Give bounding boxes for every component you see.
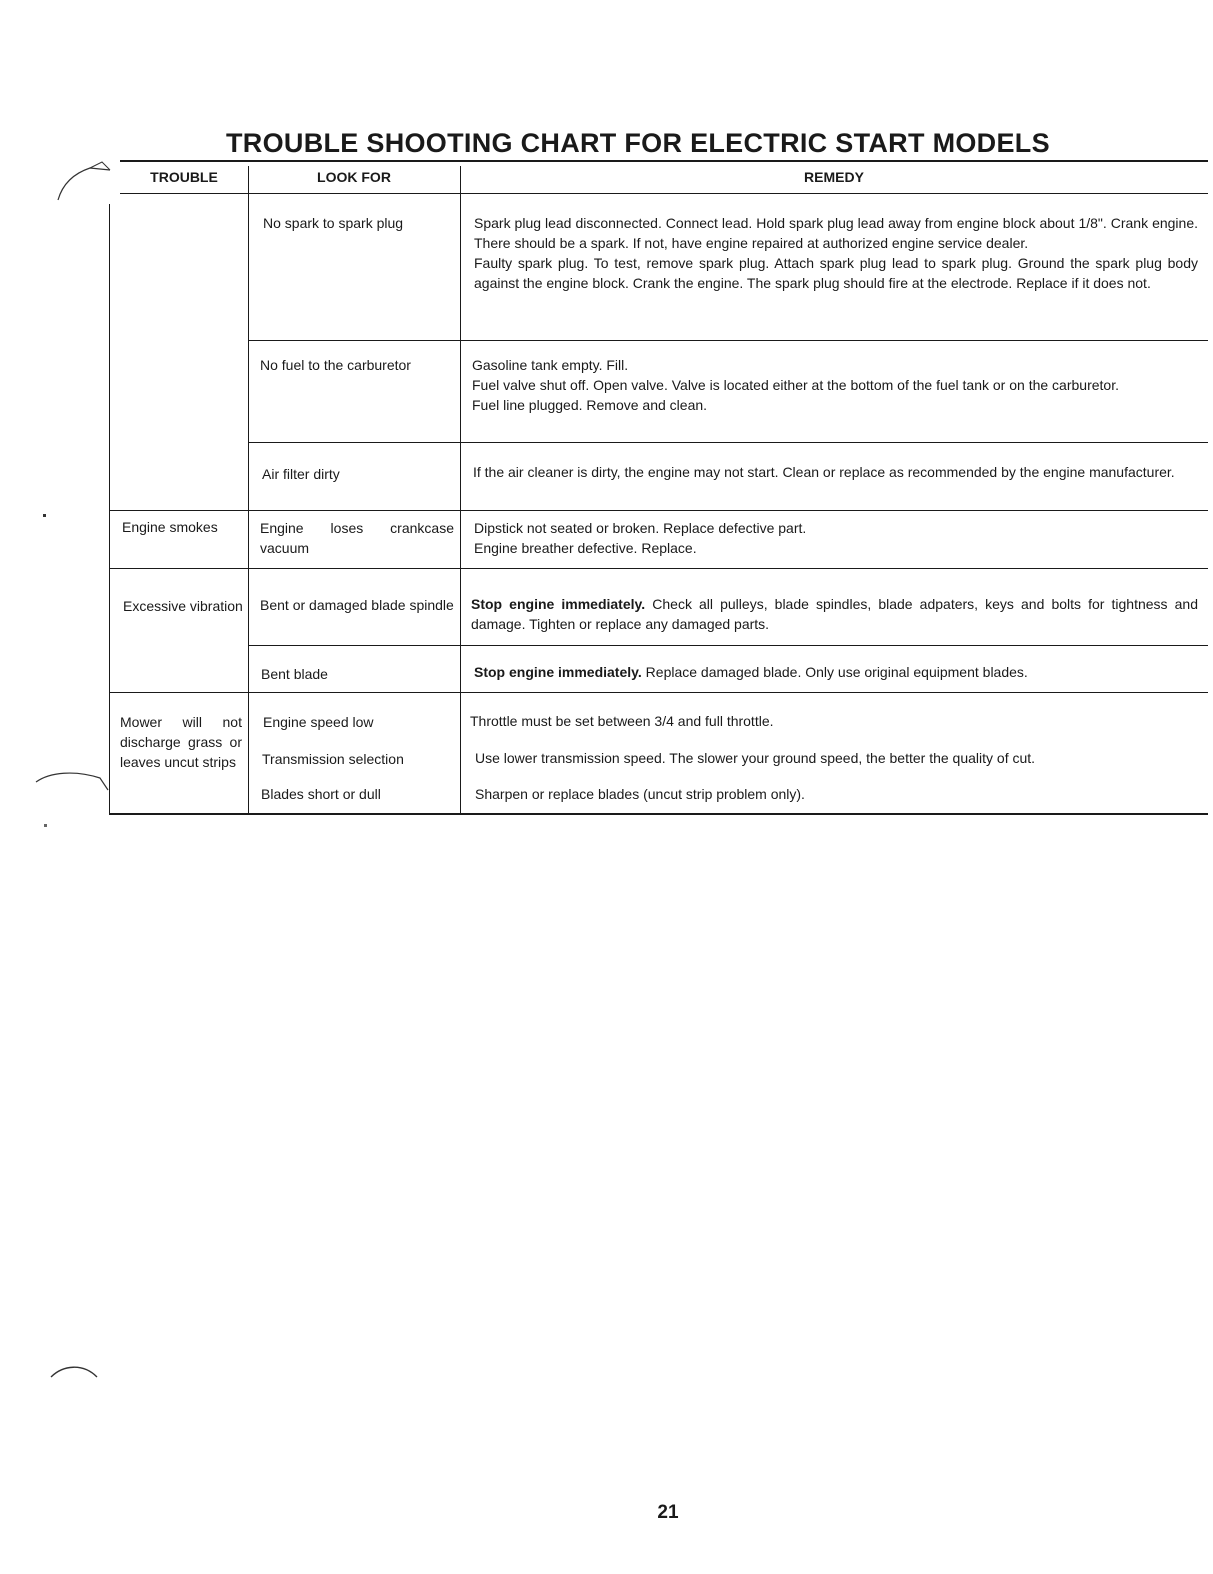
row-divider xyxy=(248,645,1208,646)
remedy-blades-dull xyxy=(475,784,1198,804)
row-divider xyxy=(109,692,1208,693)
remedy-line xyxy=(474,662,1198,682)
trouble-mower-discharge: Mower will not discharge grass or leaves uncut strips xyxy=(120,714,242,770)
remedy-no-spark xyxy=(474,213,1198,293)
column-divider-trouble xyxy=(248,166,249,815)
header-look-for: LOOK FOR xyxy=(317,169,391,185)
trouble-excessive-vibration: Excessive vibration xyxy=(123,598,243,614)
row-divider xyxy=(248,442,1208,443)
remedy-line: Engine breather defective. Replace. xyxy=(474,540,697,556)
lookfor-blade-spindle: Bent or damaged blade spindle xyxy=(260,597,454,613)
lookfor-blades-dull: Blades short or dull xyxy=(261,786,381,802)
table-bottom-border xyxy=(109,813,1208,815)
row-divider xyxy=(109,568,1208,569)
remedy-line xyxy=(471,594,1198,634)
remedy-no-fuel xyxy=(472,355,1198,415)
scan-dot xyxy=(44,824,47,827)
lookfor-no-fuel: No fuel to the carburetor xyxy=(260,357,411,373)
lookfor-engine-speed: Engine speed low xyxy=(263,714,374,730)
remedy-engine-speed xyxy=(470,711,1198,731)
scan-mark xyxy=(50,156,125,206)
scan-dot xyxy=(43,514,46,517)
remedy-bent-blade xyxy=(474,662,1198,682)
title-rule xyxy=(120,160,1208,162)
remedy-transmission xyxy=(475,748,1198,768)
remedy-line: Dipstick not seated or broken. Replace defective part. xyxy=(474,520,807,536)
row-divider xyxy=(248,340,1208,341)
remedy-line: Sharpen or replace blades (uncut strip problem only). xyxy=(475,786,805,802)
page-number: 21 xyxy=(657,1502,679,1523)
remedy-line: Throttle must be set between 3/4 and full throttle. xyxy=(470,713,774,729)
row-divider xyxy=(109,510,1208,511)
chart-title: TROUBLE SHOOTING CHART FOR ELECTRIC START MODELS xyxy=(226,128,1050,158)
remedy-line: Use lower transmission speed. The slower your ground speed, the better the quality of cut. xyxy=(475,750,1036,766)
header-trouble: TROUBLE xyxy=(150,169,218,185)
column-divider-lookfor xyxy=(460,166,461,815)
trouble-engine-smokes: Engine smokes xyxy=(122,519,218,535)
remedy-text: Replace damaged blade. Only use original equipment blades. xyxy=(641,664,1028,680)
lookfor-crankcase-vacuum: Engine loses crankcase vacuum xyxy=(260,520,454,556)
lookfor-bent-blade: Bent blade xyxy=(261,666,328,682)
header-remedy: REMEDY xyxy=(804,169,864,185)
remedy-air-filter xyxy=(473,462,1198,482)
scan-mark xyxy=(45,1355,105,1385)
remedy-line: Fuel valve shut off. Open valve. Valve is located either at the bottom of the fuel tank or on the carburetor. xyxy=(472,377,1119,393)
remedy-line: Spark plug lead disconnected. Connect lead. Hold spark plug lead away from engine block about 1/8". Crank engine. There should be a spark. If not, have engine repaired at authorized engine service dealer. xyxy=(474,215,1198,251)
scan-mark xyxy=(30,760,115,800)
lookfor-no-spark: No spark to spark plug xyxy=(263,215,404,231)
remedy-line: If the air cleaner is dirty, the engine may not start. Clean or replace as recommended by the engine manufacturer. xyxy=(473,464,1175,480)
remedy-line: Fuel line plugged. Remove and clean. xyxy=(472,397,708,413)
header-rule xyxy=(120,193,1208,194)
remedy-blade-spindle xyxy=(471,594,1198,634)
remedy-line: Faulty spark plug. To test, remove spark plug. Attach spark plug lead to spark plug. Ground the spark plug body against the engine block. Crank the engine. The spark plug should fire at the electrode. Replace if it does not. xyxy=(474,255,1198,291)
remedy-text: Check all pulleys, blade spindles, blade adpaters, keys and bolts for tightness and damage. Tighten or replace any damaged parts. xyxy=(471,596,1198,632)
lookfor-transmission: Transmission selection xyxy=(262,751,404,767)
remedy-warning: Stop engine immediately. xyxy=(471,596,646,612)
remedy-line: Gasoline tank empty. Fill. xyxy=(472,357,629,373)
remedy-warning: Stop engine immediately. xyxy=(474,664,642,680)
lookfor-air-filter: Air filter dirty xyxy=(262,466,340,482)
remedy-engine-smokes xyxy=(474,518,1198,558)
